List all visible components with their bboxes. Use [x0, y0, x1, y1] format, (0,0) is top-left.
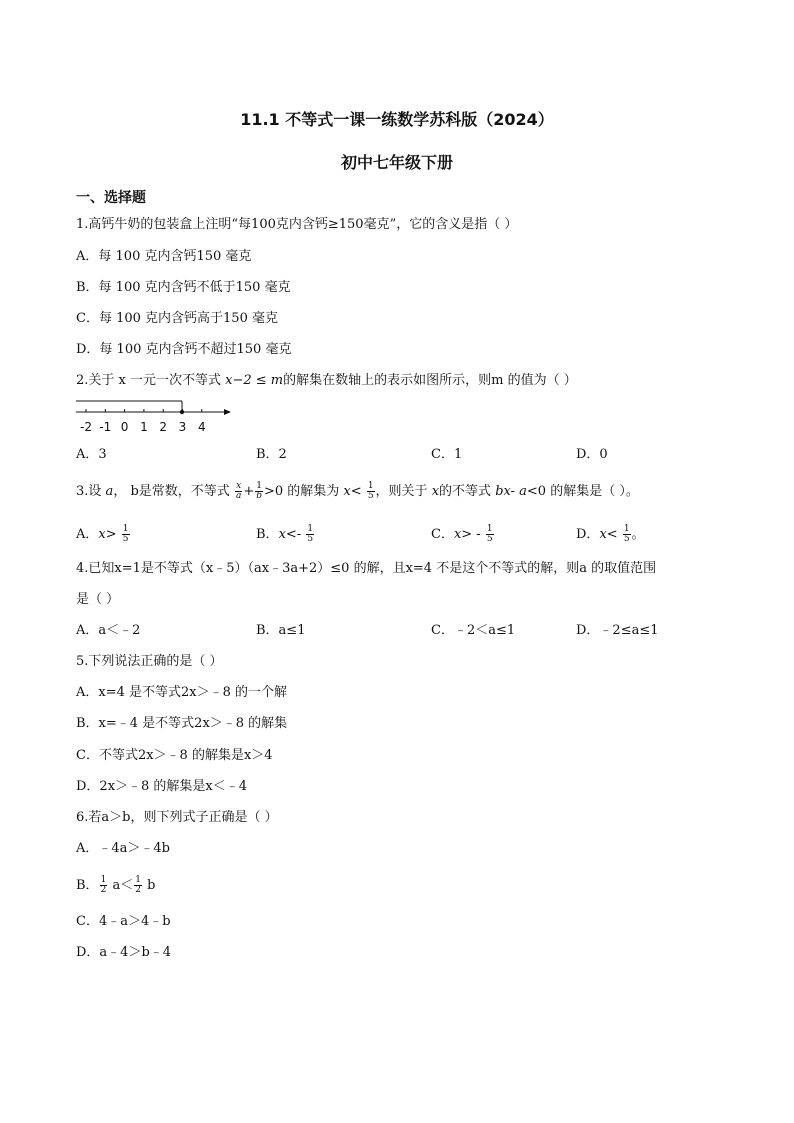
- question-4-stem-line-2: 是（ ）: [76, 592, 120, 607]
- number-line-tick-label: 1: [140, 420, 148, 434]
- fraction-1-over-2: $\frac{1}{2}$: [100, 875, 107, 895]
- question-6-option-a: A．﹣4a＞﹣4b: [76, 841, 171, 856]
- document-title: 11.1 不等式一课一练数学苏科版（2024）: [240, 110, 554, 129]
- question-4-stem-line-1: 4.已知x=1是不等式（x﹣5）（ax﹣3a+2）≤0 的解，且x=4 不是这个不等式的解，则a 的取值范围: [76, 561, 657, 576]
- question-6-option-b: B． $\frac{1}{2}$ a＜ $\frac{1}{2}$ b: [76, 875, 156, 895]
- question-5-option-c: C．不等式2x＞﹣8 的解集是x＞4: [76, 748, 273, 763]
- question-3-option-b: B．x<- $\frac{1}{5}$: [256, 524, 314, 544]
- question-2-option-b: B．2: [256, 447, 287, 462]
- question-1-stem: 1.高钙牛奶的包装盒上注明“每100克内含钙≥150毫克”，它的含义是指（ ）: [76, 217, 518, 232]
- number-line-tick-label: 0: [120, 420, 129, 434]
- question-3-option-c: C．x> - $\frac{1}{5}$: [431, 524, 493, 544]
- question-2-option-d: D．0: [576, 447, 608, 462]
- question-2-option-c: C．1: [431, 447, 463, 462]
- fraction-1-over-5: $\frac{1}{5}$: [367, 481, 374, 501]
- question-5-stem: 5.下列说法正确的是（ ）: [76, 654, 223, 669]
- question-5-option-a: A．x=4 是不等式2x＞﹣8 的一个解: [76, 685, 288, 700]
- question-4-option-a: A．a＜﹣2: [76, 623, 141, 638]
- number-line-tick-label: 3: [178, 420, 187, 434]
- question-5-option-b: B．x=﹣4 是不等式2x＞﹣8 的解集: [76, 716, 288, 731]
- question-3-option-d: D．x< $\frac{1}{5}$ 。: [576, 524, 645, 544]
- question-4-option-c: C．﹣2＜a≤1: [431, 623, 516, 638]
- question-4-option-d: D．﹣2≤a≤1: [576, 623, 659, 638]
- question-6-stem: 6.若a＞b，则下列式子正确是（ ）: [76, 810, 278, 825]
- document-subtitle: 初中七年级下册: [340, 153, 453, 172]
- number-line-axis: [76, 409, 231, 415]
- question-1-option-b: B．每 100 克内含钙不低于150 毫克: [76, 280, 291, 295]
- question-3-stem: 3.设 a， b是常数，不等式 $\frac{x}{a}$ + $\frac{1}{b}$ >0 的解集为 x< $\frac{1}{5}$ ，则关于 x的不等式 bx- a<0 的解集是（ ）。: [76, 481, 639, 501]
- fraction-1-over-b: $\frac{1}{b}$: [256, 481, 262, 501]
- question-6-option-c: C．4﹣a＞4﹣b: [76, 914, 171, 929]
- number-line-tick-label: -1: [99, 420, 112, 434]
- question-5-option-d: D．2x＞﹣8 的解集是x＜﹣4: [76, 779, 248, 794]
- question-1-option-a: A．每 100 克内含钙150 毫克: [76, 249, 252, 264]
- question-3-option-a: A．x> $\frac{1}{5}$: [76, 524, 129, 544]
- question-2-stem: 2.关于 x 一元一次不等式 x−2 ≤ m的解集在数轴上的表示如图所示，则m 的值为（ ）: [76, 373, 577, 388]
- number-line-tick-label: 4: [197, 420, 206, 434]
- question-2-option-a: A．3: [76, 447, 107, 462]
- fraction-x-over-a: $\frac{x}{a}$: [235, 481, 242, 501]
- number-line-figure: [74, 393, 234, 437]
- number-line-tick-label: 2: [159, 420, 168, 434]
- question-1-option-d: D．每 100 克内含钙不超过150 毫克: [76, 342, 292, 357]
- inequality-expression: x−2 ≤ m: [225, 373, 284, 388]
- question-4-option-b: B．a≤1: [256, 623, 306, 638]
- fraction-1-over-2: $\frac{1}{2}$: [135, 875, 141, 895]
- number-line-tick-label: -2: [80, 420, 92, 434]
- question-6-option-d: D．a﹣4＞b﹣4: [76, 945, 172, 960]
- section-heading: 一、选择题: [76, 190, 146, 206]
- question-1-option-c: C．每 100 克内含钙高于150 毫克: [76, 311, 278, 326]
